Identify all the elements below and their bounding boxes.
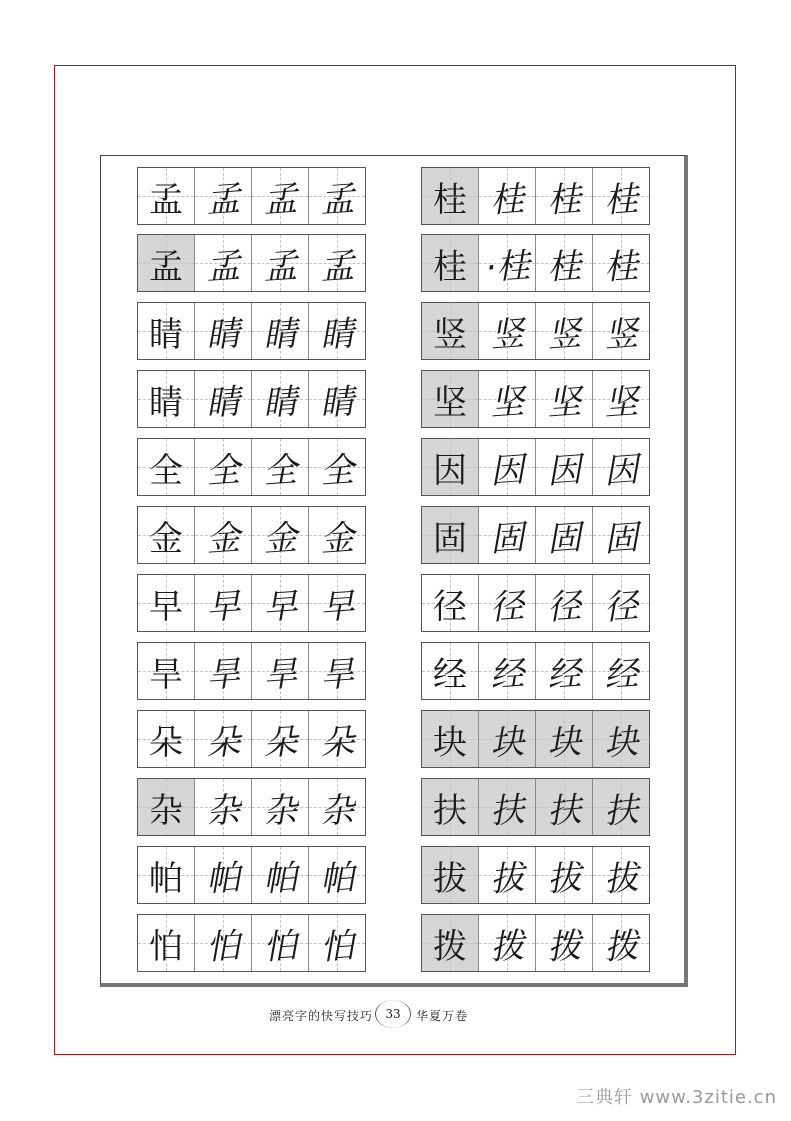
- model-character-cell: [422, 168, 478, 224]
- character: 扶: [488, 789, 526, 832]
- right-row: [421, 438, 650, 496]
- model-character-cell: [138, 439, 194, 495]
- practice-character-cell: [592, 168, 649, 224]
- model-character-cell: [138, 575, 194, 631]
- page-number: 33: [375, 1000, 411, 1028]
- practice-character-cell: [194, 371, 251, 427]
- character: 拨: [602, 925, 640, 968]
- practice-character-cell: [308, 575, 365, 631]
- character: 孟: [318, 245, 356, 288]
- character: 块: [545, 721, 583, 764]
- character: 桂: [433, 179, 467, 220]
- character: 扶: [545, 789, 583, 832]
- character: 桂: [433, 246, 467, 287]
- practice-character-cell: [194, 575, 251, 631]
- practice-character-cell: [308, 439, 365, 495]
- practice-character-cell: [251, 168, 308, 224]
- character: 桂: [545, 245, 583, 288]
- practice-character-cell: [251, 779, 308, 835]
- practice-character-cell: [194, 439, 251, 495]
- character: 孟: [204, 178, 242, 221]
- character: 孟: [149, 179, 183, 220]
- left-row: [137, 438, 366, 496]
- model-character-cell: [138, 915, 194, 971]
- practice-character-cell: [251, 711, 308, 767]
- practice-character-cell: [308, 168, 365, 224]
- character: 睛: [149, 314, 183, 355]
- character: 经: [433, 654, 467, 695]
- left-row: [137, 778, 366, 836]
- practice-character-cell: [308, 779, 365, 835]
- character: 块: [433, 722, 467, 763]
- left-row: [137, 574, 366, 632]
- practice-character-cell: [478, 439, 535, 495]
- practice-character-cell: [478, 643, 535, 699]
- character: ·桂: [483, 244, 531, 289]
- practice-character-cell: [592, 847, 649, 903]
- right-row: [421, 302, 650, 360]
- practice-character-cell: [194, 235, 251, 291]
- left-row: [137, 914, 366, 972]
- model-character-cell: [422, 371, 478, 427]
- model-character-cell: [138, 371, 194, 427]
- character: 竖: [545, 313, 583, 356]
- left-row: [137, 846, 366, 904]
- character: 块: [602, 721, 640, 764]
- character: 旱: [149, 654, 183, 695]
- model-character-cell: [422, 779, 478, 835]
- practice-character-cell: [478, 168, 535, 224]
- model-character-cell: [422, 847, 478, 903]
- character: 因: [602, 449, 640, 492]
- character: 怕: [149, 926, 183, 967]
- character: 怕: [318, 925, 356, 968]
- practice-character-cell: [592, 643, 649, 699]
- character: 帕: [149, 858, 183, 899]
- practice-character-cell: [251, 371, 308, 427]
- model-character-cell: [422, 235, 478, 291]
- practice-character-cell: [535, 711, 592, 767]
- practice-character-cell: [251, 643, 308, 699]
- right-row: [421, 710, 650, 768]
- practice-character-cell: [592, 575, 649, 631]
- character: 孟: [318, 178, 356, 221]
- left-row: [137, 167, 366, 225]
- right-row: [421, 778, 650, 836]
- character: 帕: [318, 857, 356, 900]
- character: 杂: [261, 789, 299, 832]
- practice-character-cell: [194, 915, 251, 971]
- character: 全: [149, 450, 183, 491]
- practice-character-cell: [535, 235, 592, 291]
- practice-character-cell: [535, 439, 592, 495]
- model-character-cell: [422, 507, 478, 563]
- character: 拔: [545, 857, 583, 900]
- publisher-name: 华夏万卷: [416, 1008, 469, 1023]
- character: 径: [488, 585, 526, 628]
- character: 朵: [261, 721, 299, 764]
- character: 全: [261, 449, 299, 492]
- model-character-cell: [422, 303, 478, 359]
- practice-character-cell: [478, 303, 535, 359]
- character: 旱: [204, 653, 242, 696]
- page-footer: [0, 1000, 791, 1030]
- practice-character-cell: [308, 711, 365, 767]
- character: 固: [433, 518, 467, 559]
- left-row: [137, 234, 366, 292]
- character: 早: [149, 586, 183, 627]
- character: 桂: [602, 178, 640, 221]
- practice-character-cell: [592, 303, 649, 359]
- practice-character-cell: [251, 575, 308, 631]
- character: 帕: [261, 857, 299, 900]
- right-row: [421, 642, 650, 700]
- character: 拔: [488, 857, 526, 900]
- character: 桂: [545, 178, 583, 221]
- practice-character-cell: [535, 168, 592, 224]
- practice-character-cell: [535, 847, 592, 903]
- model-character-cell: [138, 711, 194, 767]
- character: 旱: [261, 653, 299, 696]
- character: 金: [149, 518, 183, 559]
- practice-character-cell: [478, 235, 535, 291]
- model-character-cell: [138, 168, 194, 224]
- character: 孟: [149, 246, 183, 287]
- practice-character-cell: [478, 711, 535, 767]
- practice-character-cell: [251, 235, 308, 291]
- character: 因: [488, 449, 526, 492]
- character: 坚: [433, 382, 467, 423]
- practice-character-cell: [592, 439, 649, 495]
- practice-character-cell: [194, 168, 251, 224]
- practice-character-cell: [308, 235, 365, 291]
- practice-character-cell: [308, 507, 365, 563]
- character: 全: [318, 449, 356, 492]
- model-character-cell: [422, 439, 478, 495]
- character: 杂: [149, 790, 183, 831]
- right-row: [421, 234, 650, 292]
- practice-character-cell: [308, 847, 365, 903]
- character: 扶: [602, 789, 640, 832]
- character: 睛: [261, 313, 299, 356]
- character: 金: [204, 517, 242, 560]
- character: 睛: [261, 381, 299, 424]
- practice-character-cell: [194, 847, 251, 903]
- left-row: [137, 302, 366, 360]
- practice-character-cell: [251, 915, 308, 971]
- character: 早: [318, 585, 356, 628]
- practice-character-cell: [194, 711, 251, 767]
- right-row: [421, 914, 650, 972]
- character: 睛: [318, 313, 356, 356]
- character: 孟: [204, 245, 242, 288]
- model-character-cell: [138, 507, 194, 563]
- character: 朵: [318, 721, 356, 764]
- practice-character-cell: [308, 303, 365, 359]
- model-character-cell: [138, 779, 194, 835]
- character: 朵: [149, 722, 183, 763]
- practice-character-cell: [592, 779, 649, 835]
- left-row: [137, 642, 366, 700]
- practice-character-cell: [535, 643, 592, 699]
- practice-character-cell: [251, 847, 308, 903]
- character: 桂: [602, 245, 640, 288]
- practice-character-cell: [478, 575, 535, 631]
- character: 拔: [433, 858, 467, 899]
- character: 睛: [204, 313, 242, 356]
- character: 固: [488, 517, 526, 560]
- character: 全: [204, 449, 242, 492]
- character: 因: [433, 450, 467, 491]
- practice-character-cell: [535, 915, 592, 971]
- watermark: 三典轩 www.3zitie.cn: [575, 1087, 777, 1108]
- model-character-cell: [138, 847, 194, 903]
- practice-character-cell: [251, 303, 308, 359]
- character: 朵: [204, 721, 242, 764]
- practice-character-cell: [308, 915, 365, 971]
- practice-character-cell: [535, 575, 592, 631]
- character: 径: [602, 585, 640, 628]
- character: 竖: [433, 314, 467, 355]
- practice-character-cell: [194, 643, 251, 699]
- right-row: [421, 574, 650, 632]
- model-character-cell: [138, 303, 194, 359]
- right-row: [421, 167, 650, 225]
- model-character-cell: [422, 643, 478, 699]
- character: 睛: [149, 382, 183, 423]
- practice-character-cell: [535, 779, 592, 835]
- character: 竖: [488, 313, 526, 356]
- character: 径: [545, 585, 583, 628]
- character: 金: [261, 517, 299, 560]
- practice-character-cell: [592, 915, 649, 971]
- character: 杂: [204, 789, 242, 832]
- character: 块: [488, 721, 526, 764]
- practice-character-cell: [478, 371, 535, 427]
- practice-character-cell: [194, 507, 251, 563]
- model-character-cell: [422, 575, 478, 631]
- character: 杂: [318, 789, 356, 832]
- model-character-cell: [138, 235, 194, 291]
- practice-character-cell: [592, 235, 649, 291]
- practice-character-cell: [478, 847, 535, 903]
- character: 经: [488, 653, 526, 696]
- practice-character-cell: [592, 371, 649, 427]
- character: 桂: [488, 178, 526, 221]
- character: 拨: [433, 926, 467, 967]
- right-row: [421, 370, 650, 428]
- character: 怕: [261, 925, 299, 968]
- character: 孟: [261, 245, 299, 288]
- character: 金: [318, 517, 356, 560]
- model-character-cell: [422, 711, 478, 767]
- character: 孟: [261, 178, 299, 221]
- character: 竖: [602, 313, 640, 356]
- practice-character-cell: [251, 439, 308, 495]
- practice-character-cell: [308, 371, 365, 427]
- character: 拨: [545, 925, 583, 968]
- character: 坚: [545, 381, 583, 424]
- character: 早: [261, 585, 299, 628]
- practice-character-cell: [535, 507, 592, 563]
- practice-character-cell: [478, 779, 535, 835]
- character: 径: [433, 586, 467, 627]
- character: 怕: [204, 925, 242, 968]
- practice-character-cell: [478, 507, 535, 563]
- left-row: [137, 710, 366, 768]
- character: 睛: [318, 381, 356, 424]
- character: 扶: [433, 790, 467, 831]
- right-row: [421, 506, 650, 564]
- character: 拔: [602, 857, 640, 900]
- character: 拨: [488, 925, 526, 968]
- practice-character-cell: [194, 303, 251, 359]
- book-title: 漂亮字的快写技巧: [268, 1008, 373, 1023]
- character: 帕: [204, 857, 242, 900]
- practice-character-cell: [478, 915, 535, 971]
- practice-character-cell: [308, 643, 365, 699]
- practice-character-cell: [535, 371, 592, 427]
- practice-character-cell: [251, 507, 308, 563]
- character: 旱: [318, 653, 356, 696]
- character: 早: [204, 585, 242, 628]
- model-character-cell: [422, 915, 478, 971]
- character: 经: [602, 653, 640, 696]
- character: 经: [545, 653, 583, 696]
- practice-character-cell: [194, 779, 251, 835]
- left-row: [137, 370, 366, 428]
- model-character-cell: [138, 643, 194, 699]
- character: 坚: [488, 381, 526, 424]
- practice-character-cell: [592, 507, 649, 563]
- practice-character-cell: [535, 303, 592, 359]
- character: 固: [602, 517, 640, 560]
- right-row: [421, 846, 650, 904]
- practice-character-cell: [592, 711, 649, 767]
- left-row: [137, 506, 366, 564]
- character: 睛: [204, 381, 242, 424]
- character: 固: [545, 517, 583, 560]
- character: 坚: [602, 381, 640, 424]
- character: 因: [545, 449, 583, 492]
